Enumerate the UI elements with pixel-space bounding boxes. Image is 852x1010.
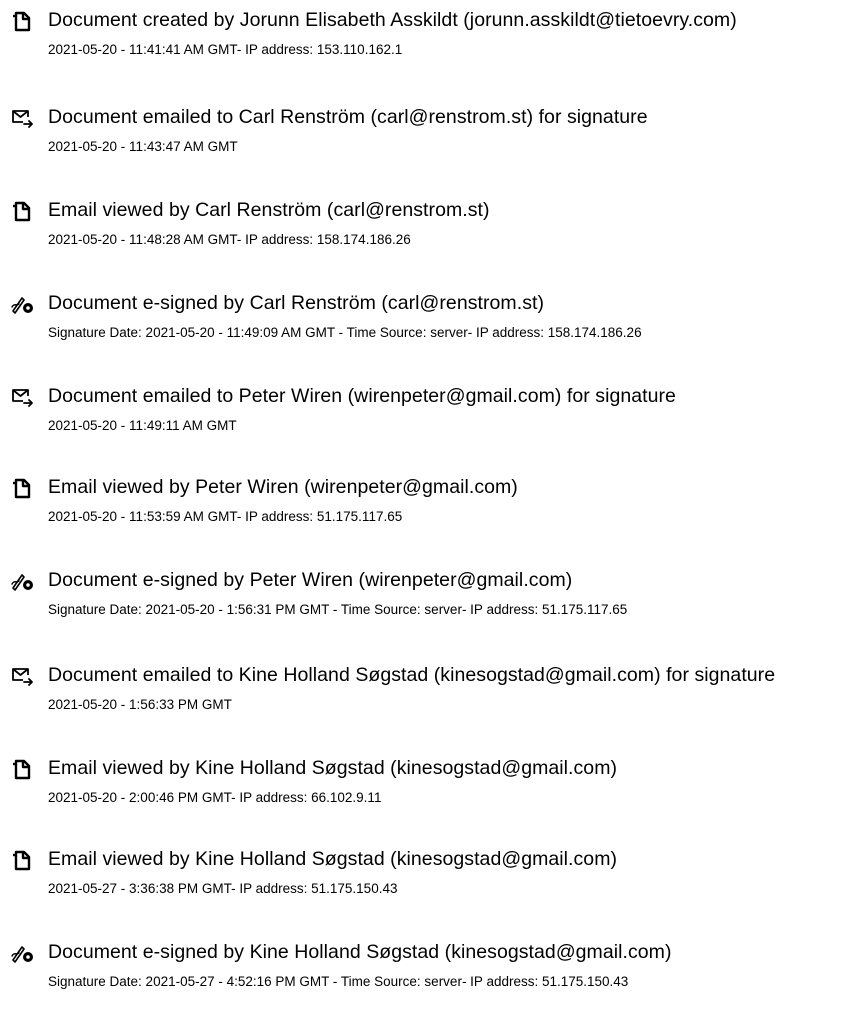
event-title: Document emailed to Peter Wiren (wirenpeter@gmail.com) for signature [48,385,676,407]
event-title: Email viewed by Kine Holland Søgstad (kinesogstad@gmail.com) [48,848,618,870]
audit-entry [0,475,852,545]
event-details: 2021-05-20 - 11:41:41 AM GMT- IP address: 153.110.162.1 [48,42,403,57]
event-details: 2021-05-20 - 11:43:47 AM GMT [48,139,238,154]
audit-entry [0,105,852,175]
email-sent-icon [10,665,34,687]
event-title: Email viewed by Carl Renström (carl@renstrom.st) [48,199,490,221]
audit-entry [0,291,852,361]
event-details: Signature Date: 2021-05-27 - 4:52:16 PM GMT - Time Source: server- IP address: 51.175.150.43 [48,974,629,989]
event-details: 2021-05-20 - 1:56:33 PM GMT [48,697,232,712]
audit-entry [0,8,852,78]
audit-entry [0,663,852,733]
event-details: 2021-05-20 - 2:00:46 PM GMT- IP address: 66.102.9.11 [48,790,382,805]
e-signed-icon [10,570,34,592]
audit-entry [0,384,852,454]
audit-entry [0,847,852,917]
audit-entry [0,568,852,638]
email-viewed-icon [10,758,34,780]
email-viewed-icon [10,200,34,222]
event-title: Document e-signed by Carl Renström (carl@renstrom.st) [48,292,545,314]
audit-entry [0,756,852,826]
event-title: Document emailed to Kine Holland Søgstad (kinesogstad@gmail.com) for signature [48,664,776,686]
email-viewed-icon [10,849,34,871]
event-title: Document e-signed by Peter Wiren (wirenpeter@gmail.com) [48,569,573,591]
email-sent-icon [10,386,34,408]
event-details: Signature Date: 2021-05-20 - 11:49:09 AM GMT - Time Source: server- IP address: 158.174.186.26 [48,325,642,340]
event-title: Email viewed by Peter Wiren (wirenpeter@gmail.com) [48,476,518,498]
event-details: 2021-05-20 - 11:49:11 AM GMT [48,418,237,433]
email-viewed-icon [10,477,34,499]
event-title: Document e-signed by Kine Holland Søgstad (kinesogstad@gmail.com) [48,941,672,963]
audit-entry [0,198,852,268]
event-title: Document emailed to Carl Renström (carl@renstrom.st) for signature [48,106,648,128]
event-details: 2021-05-20 - 11:48:28 AM GMT- IP address: 158.174.186.26 [48,232,411,247]
e-signed-icon [10,942,34,964]
document-created-icon [10,10,34,32]
event-details: 2021-05-20 - 11:53:59 AM GMT- IP address: 51.175.117.65 [48,509,403,524]
event-details: 2021-05-27 - 3:36:38 PM GMT- IP address: 51.175.150.43 [48,881,398,896]
event-title: Email viewed by Kine Holland Søgstad (kinesogstad@gmail.com) [48,757,618,779]
event-details: Signature Date: 2021-05-20 - 1:56:31 PM GMT - Time Source: server- IP address: 51.175.117.65 [48,602,628,617]
e-signed-icon [10,293,34,315]
email-sent-icon [10,107,34,129]
event-title: Document created by Jorunn Elisabeth Asskildt (jorunn.asskildt@tietoevry.com) [48,9,737,31]
audit-entry [0,940,852,1010]
